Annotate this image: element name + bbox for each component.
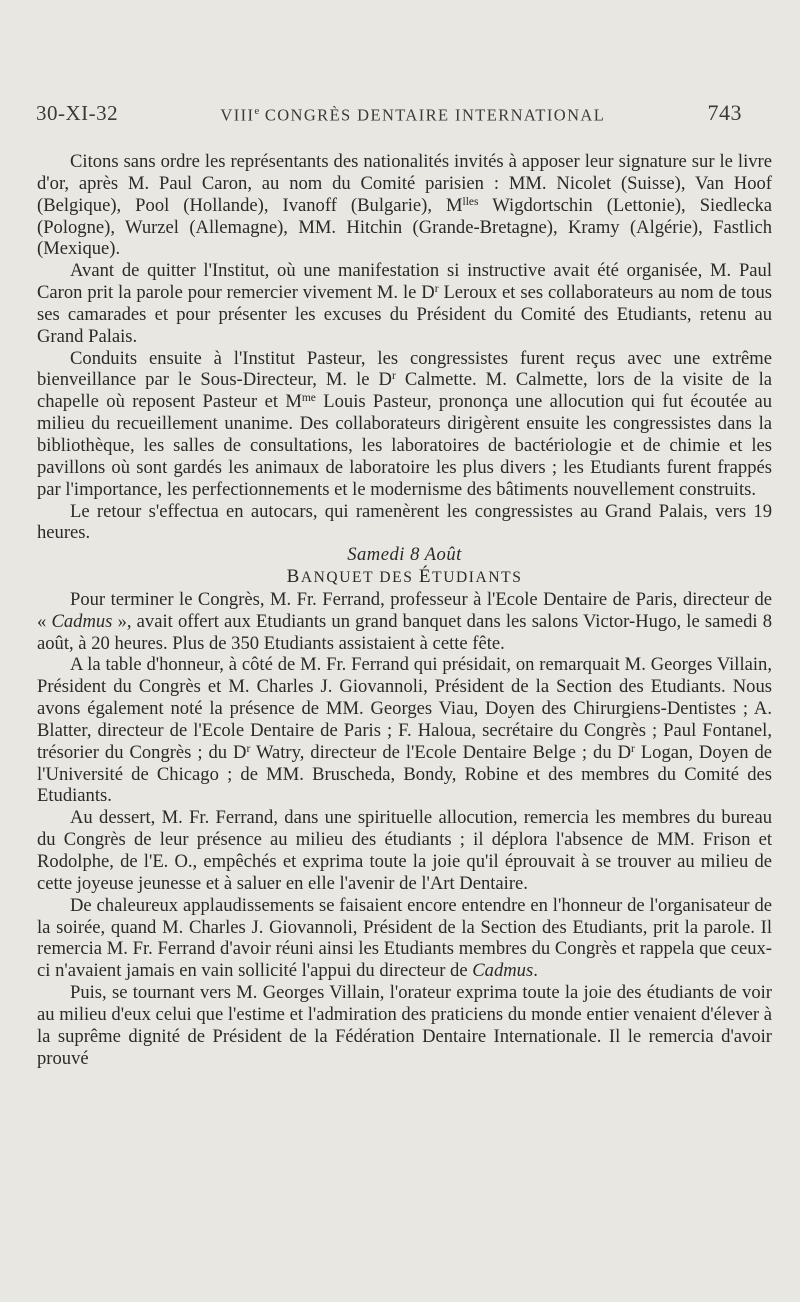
paragraph: Puis, se tournant vers M. Georges Villain, l'orateur exprima toute la joie des étudiants de voir au milieu d'eux celui que l'estime et l'admiration des praticiens du monde entier venaient d'élever à la suprême dignité de Président de la Fédération Dentaire Internationale. Il le remercia d'avoir prouvé bbox=[37, 982, 772, 1069]
paragraph: Pour terminer le Congrès, M. Fr. Ferrand, professeur à l'Ecole Dentaire de Paris, directeur de « Cadmus », avait offert aux Etudiants un grand banquet dans les salons Victor-Hugo, le samedi 8 août, à 20 heures. Plus de 350 Etudiants assistaient à cette fête. bbox=[37, 588, 772, 654]
running-head bbox=[36, 100, 742, 134]
section-heading: BANQUET DES ÉTUDIANTS bbox=[286, 566, 523, 588]
article-body bbox=[37, 151, 772, 1069]
paragraph: De chaleureux applaudissements se faisaient encore entendre en l'honneur de l'organisateur de la soirée, quand M. Charles J. Giovannoli, Président de la Section des Etudiants, prit la parole. Il remercia M. Fr. Ferrand d'avoir réuni ainsi les Etudiants membres du Congrès et rappela que ceux-ci n'avaient jamais en vain sollicité l'appui du directeur de Cadmus. bbox=[37, 894, 772, 982]
issue-date: 30-XI-32 bbox=[36, 101, 119, 125]
paragraph: Citons sans ordre les représentants des nationalités invités à apposer leur signature sur le livre d'or, après M. Paul Caron, au nom du Comité parisien : MM. Nicolet (Suisse), Van Hoof (Belgique), Pool (Hollande), Ivanoff (Bulgarie), $M^{lles}$ Wigdortschin (Lettonie), Siedlecka (Pologne), Wurzel (Allemagne), MM. Hitchin (Grande-Bretagne), Kramy (Algérie), Fastlich (Mexique). bbox=[37, 151, 772, 260]
paragraph: Avant de quitter l'Institut, où une manifestation si instructive avait été organisée, M. Paul Caron prit la parole pour remercier vivement M. le $D^r$ Leroux et ses collaborateurs au nom de tous ses camarades et pour présenter les excuses du Président du Comité des Etudiants, retenu au Grand Palais. bbox=[37, 260, 772, 347]
paragraph: Au dessert, M. Fr. Ferrand, dans une spirituelle allocution, remercia les membres du bureau du Congrès de leur présence au milieu des étudiants ; il déplora l'absence de MM. Frison et Rodolphe, de l'E. O., empêchés et exprima toute la joie qu'il éprouvait à se trouver au milieu de cette joyeuse jeunesse et à saluer en elle l'avenir de l'Art Dentaire. bbox=[37, 807, 772, 894]
paragraph: Conduits ensuite à l'Institut Pasteur, les congressistes furent reçus avec une extrême bienveillance par le Sous-Directeur, M. le $D^r$ Calmette. M. Calmette, lors de la visite de la chapelle où reposent Pasteur et $M^{me}$ Louis Pasteur, prononça une allocution qui fut écoutée au milieu du recueillement unanime. Des collaborateurs dirigèrent ensuite les congressistes dans la bibliothèque, les salles de consultations, les laboratoires de bactériologie et de chimie et les pavillons où sont gardés les animaux de laboratoire les plus divers ; les Etudiants furent frappés par l'importance, les perfectionnements et le modernisme des bâtiments nouvellement construits. bbox=[37, 347, 772, 500]
date-heading: Samedi 8 Août bbox=[347, 544, 462, 566]
paragraph: A la table d'honneur, à côté de M. Fr. Ferrand qui présidait, on remarquait M. Georges Villain, Président du Congrès et M. Charles J. Giovannoli, Président de la Section des Etudiants. Nous avons également noté la présence de MM. Georges Viau, Doyen des Chirurgiens-Dentistes ; A. Blatter, directeur de l'Ecole Dentaire de Paris ; F. Haloua, secrétaire du Congrès ; Paul Fontanel, trésorier du Congrès ; du $D^r$ Watry, directeur de l'Ecole Dentaire Belge ; du $D^r$ Logan, Doyen de l'Université de Chicago ; de MM. Bruscheda, Bondy, Robine et des membres du Comité des Etudiants. bbox=[37, 654, 772, 807]
page-number: 743 bbox=[707, 100, 742, 125]
journal-title: VIIIe CONGRÈS DENTAIRE INTERNATIONAL bbox=[220, 104, 606, 124]
paragraph: Le retour s'effectua en autocars, qui ramenèrent les congressistes au Grand Palais, vers 19 heures. bbox=[37, 500, 772, 544]
